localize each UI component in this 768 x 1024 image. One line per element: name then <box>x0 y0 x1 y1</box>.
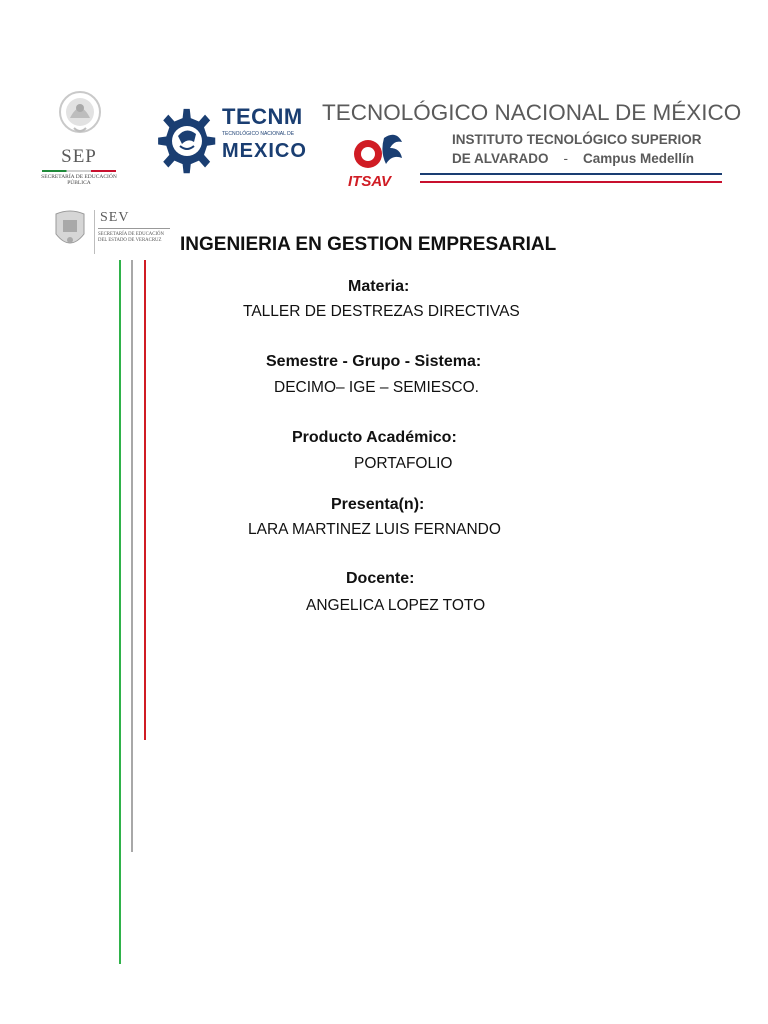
tecnm-word: TECNM <box>222 104 303 129</box>
tecnm-small-text: TECNOLÓGICO NACIONAL DE <box>222 131 295 137</box>
sev-subtext: SECRETARÍA DE EDUCACIÓN DEL ESTADO DE VERACRUZ <box>98 232 164 243</box>
itsav-logo <box>344 130 414 192</box>
materia-label: Materia: <box>348 278 410 295</box>
sep-color-rule <box>42 170 116 172</box>
veracruz-coat-of-arms-icon <box>52 208 88 252</box>
materia-value: TALLER DE DESTREZAS DIRECTIVAS <box>243 303 520 320</box>
producto-value: PORTAFOLIO <box>354 455 453 472</box>
institution-place: DE ALVARADO <box>452 151 549 166</box>
institution-subtitle-2 <box>452 151 694 166</box>
institution-separator: - <box>563 151 569 166</box>
sev-divider <box>94 210 95 254</box>
mexico-coat-of-arms-icon <box>56 88 104 140</box>
docente-label: Docente: <box>346 570 415 587</box>
institution-title: TECNOLÓGICO NACIONAL DE MÉXICO <box>322 100 742 125</box>
institution-subtitle-1: INSTITUTO TECNOLÓGICO SUPERIOR <box>452 132 702 147</box>
sev-logo <box>52 208 170 254</box>
producto-label: Producto Académico: <box>292 429 457 446</box>
sep-subtext: SECRETARÍA DE EDUCACIÓN PÚBLICA <box>41 174 117 186</box>
sev-rule <box>98 228 170 229</box>
decorative-line-green <box>119 260 121 964</box>
presenta-label: Presenta(n): <box>331 496 425 513</box>
institution-campus: Campus Medellín <box>583 151 695 166</box>
tecnm-gear-icon <box>156 92 218 182</box>
docente-value: ANGELICA LOPEZ TOTO <box>306 597 486 614</box>
sev-text: SEV <box>100 210 130 225</box>
itsav-word: ITSAV <box>348 173 392 190</box>
career-title: INGENIERIA EN GESTION EMPRESARIAL <box>180 234 557 255</box>
itsav-emblem-icon <box>350 130 410 172</box>
decorative-line-red <box>144 260 146 740</box>
tecnm-logo <box>156 92 306 184</box>
tecnm-mexico-text: MEXICO <box>222 140 307 162</box>
semestre-label: Semestre - Grupo - Sistema: <box>266 353 482 370</box>
decorative-line-gray <box>131 260 133 852</box>
sep-text: SEP <box>61 146 97 167</box>
header-rule-red <box>420 181 722 183</box>
header-rule-blue <box>420 173 722 175</box>
presenta-value: LARA MARTINEZ LUIS FERNANDO <box>248 521 501 538</box>
semestre-value: DECIMO– IGE – SEMIESCO. <box>274 379 479 396</box>
sep-logo <box>40 88 118 193</box>
